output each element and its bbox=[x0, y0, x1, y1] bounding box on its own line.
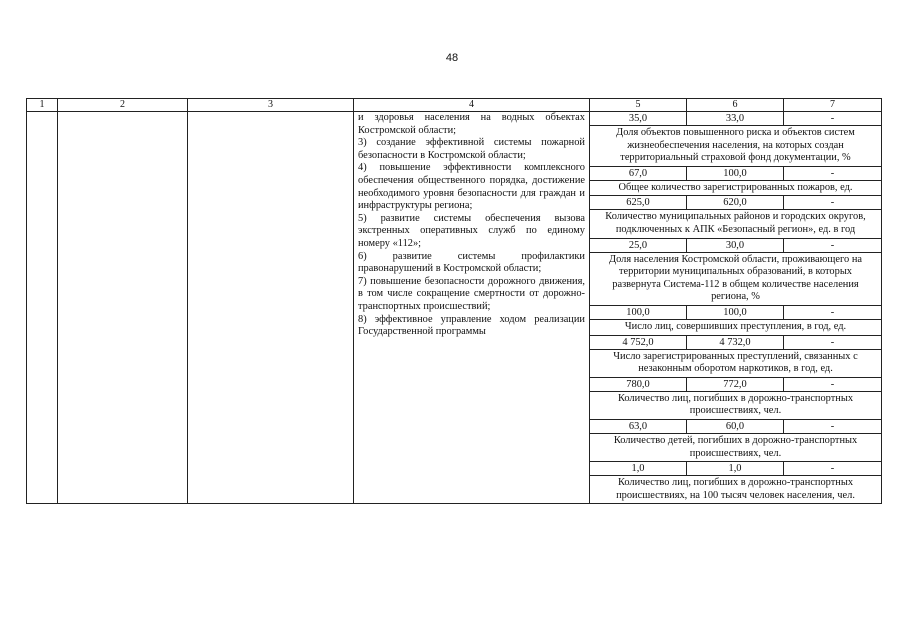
column-header: 5 bbox=[590, 99, 687, 112]
column-header: 6 bbox=[687, 99, 784, 112]
value-col7: - bbox=[784, 196, 882, 210]
indicator-label: Доля объектов повышенного риска и объектов систем жизнеобеспечения населения, на которых создан территориальный страховой фонд документации, % bbox=[590, 126, 882, 167]
value-col6: 100,0 bbox=[687, 166, 784, 180]
indicator-label: Количество муниципальных районов и городских округов, подключенных к АПК «Безопасный регион», ед. в год bbox=[590, 210, 882, 238]
value-col6: 4 732,0 bbox=[687, 335, 784, 349]
value-col5: 4 752,0 bbox=[590, 335, 687, 349]
column-3-cell bbox=[188, 112, 354, 504]
column-header: 3 bbox=[188, 99, 354, 112]
tasks-cell bbox=[354, 112, 590, 504]
task-line: и здоровья населения на водных объектах Костромской области; bbox=[358, 112, 585, 136]
task-line: 6) развитие системы профилактики правонарушений в Костромской области; bbox=[358, 250, 585, 275]
value-col6: 100,0 bbox=[687, 305, 784, 319]
value-col6: 33,0 bbox=[687, 112, 784, 126]
value-col5: 63,0 bbox=[590, 419, 687, 433]
value-col5: 25,0 bbox=[590, 238, 687, 252]
indicator-label: Число зарегистрированных преступлений, связанных с незаконным оборотом наркотиков, в год, ед. bbox=[590, 349, 882, 377]
value-col6: 772,0 bbox=[687, 377, 784, 391]
column-1-cell bbox=[27, 112, 58, 504]
value-col5: 100,0 bbox=[590, 305, 687, 319]
value-col5: 780,0 bbox=[590, 377, 687, 391]
value-col5: 1,0 bbox=[590, 462, 687, 476]
value-col7: - bbox=[784, 112, 882, 126]
column-header: 2 bbox=[58, 99, 188, 112]
column-header: 4 bbox=[354, 99, 590, 112]
value-col6: 60,0 bbox=[687, 419, 784, 433]
task-line: 5) развитие системы обеспечения вызова экстренных оперативных служб по единому номеру «112»; bbox=[358, 212, 585, 249]
value-col7: - bbox=[784, 335, 882, 349]
indicator-values-row bbox=[27, 112, 882, 126]
value-col7: - bbox=[784, 166, 882, 180]
tasks-text bbox=[358, 112, 585, 339]
task-line: 3) создание эффективной системы пожарной безопасности в Костромской области; bbox=[358, 137, 585, 161]
column-2-cell bbox=[58, 112, 188, 504]
task-line: 7) повышение безопасности дорожного движения, в том числе сокращение смертности от дорожно-транспортных происшествий; bbox=[358, 275, 585, 312]
value-col6: 1,0 bbox=[687, 462, 784, 476]
task-line: 4) повышение эффективности комплексного обеспечения общественного порядка, достижение необходимого уровня безопасности для граждан и инфраструктуры региона; bbox=[358, 162, 585, 212]
page-number: 48 bbox=[445, 52, 459, 64]
value-col5: 67,0 bbox=[590, 166, 687, 180]
value-col7: - bbox=[784, 377, 882, 391]
column-header: 7 bbox=[784, 99, 882, 112]
indicator-label: Число лиц, совершивших преступления, в год, ед. bbox=[590, 319, 882, 335]
task-line: 8) эффективное управление ходом реализации Государственной программы bbox=[358, 313, 585, 338]
column-number-row bbox=[27, 99, 882, 112]
indicator-label: Общее количество зарегистрированных пожаров, ед. bbox=[590, 180, 882, 196]
value-col6: 620,0 bbox=[687, 196, 784, 210]
value-col6: 30,0 bbox=[687, 238, 784, 252]
column-header: 1 bbox=[27, 99, 58, 112]
value-col5: 35,0 bbox=[590, 112, 687, 126]
indicator-label: Количество детей, погибших в дорожно-транспортных происшествиях, чел. bbox=[590, 433, 882, 461]
indicator-label: Доля населения Костромской области, проживающего на территории муниципальных образований, в которых развернута Система-112 в общем количестве населения региона, % bbox=[590, 252, 882, 305]
value-col7: - bbox=[784, 305, 882, 319]
value-col5: 625,0 bbox=[590, 196, 687, 210]
program-table bbox=[26, 98, 882, 504]
value-col7: - bbox=[784, 238, 882, 252]
indicator-label: Количество лиц, погибших в дорожно-транспортных происшествиях, на 100 тысяч человек населения, чел. bbox=[590, 476, 882, 504]
value-col7: - bbox=[784, 462, 882, 476]
value-col7: - bbox=[784, 419, 882, 433]
indicator-label: Количество лиц, погибших в дорожно-транспортных происшествиях, чел. bbox=[590, 391, 882, 419]
